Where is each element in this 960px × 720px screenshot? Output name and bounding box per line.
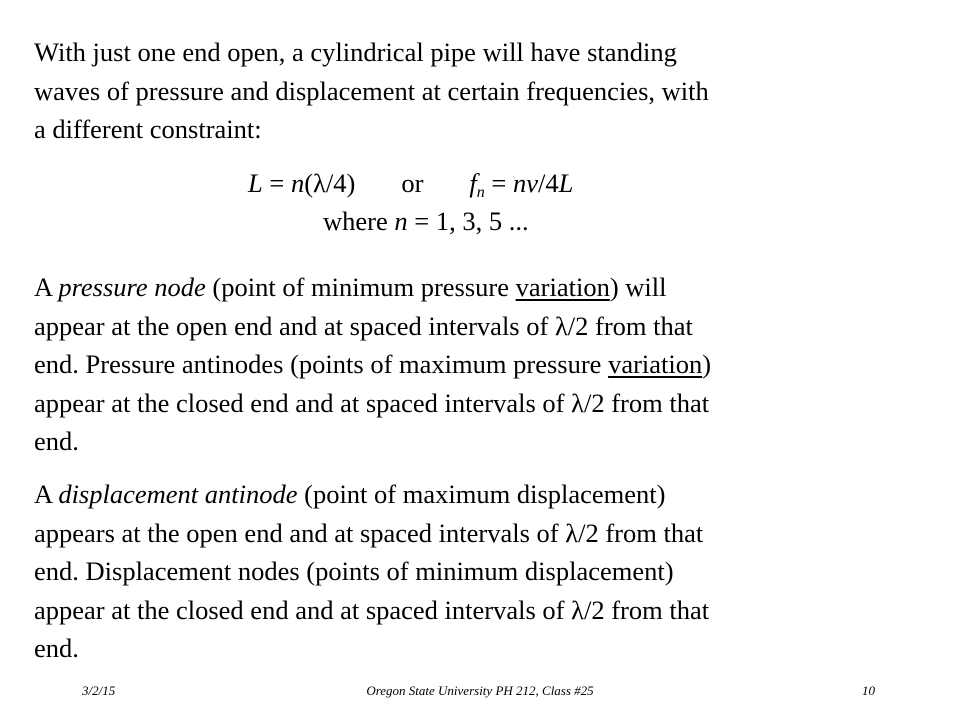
text-run: ) bbox=[702, 349, 712, 379]
eq-div: /4 bbox=[538, 168, 559, 198]
text-run: ) will bbox=[609, 272, 667, 302]
footer-course: Oregon State University PH 212, Class #25 bbox=[366, 683, 594, 698]
text-line: appear at the open end and at spaced intervals of λ/2 from that bbox=[34, 310, 693, 341]
paragraph-intro bbox=[34, 33, 914, 149]
eq-equals: = bbox=[262, 168, 291, 198]
text-line: appear at the closed end and at spaced intervals of λ/2 from that bbox=[34, 387, 710, 418]
text-line: end. bbox=[34, 633, 79, 663]
text-line: appear at the closed end and at spaced intervals of λ/2 from that bbox=[34, 594, 710, 625]
text-line: end. Displacement nodes (points of minimum displacement) bbox=[34, 556, 674, 586]
text-line: end. bbox=[34, 426, 79, 456]
footer-date: 3/2/15 bbox=[82, 683, 116, 698]
underlined-variation: variation bbox=[515, 272, 610, 302]
eq-where: where bbox=[323, 206, 395, 236]
equation-resonance bbox=[248, 168, 573, 202]
text-line: waves of pressure and displacement at certain frequencies, with bbox=[34, 75, 709, 106]
text-run: (point of minimum pressure bbox=[205, 272, 516, 302]
term-pressure-node: pressure node bbox=[58, 272, 206, 302]
eq-var-n: n bbox=[394, 206, 408, 236]
eq-var-n: n bbox=[290, 168, 305, 198]
eq-values: = 1, 3, 5 ... bbox=[407, 206, 529, 236]
eq-equals: = bbox=[484, 168, 513, 198]
paragraph-displacement bbox=[34, 475, 914, 668]
paragraph-pressure bbox=[34, 268, 914, 461]
text-line bbox=[34, 268, 914, 307]
eq-sub-n: n bbox=[476, 184, 485, 201]
text-line: With just one end open, a cylindrical pipe will have standing bbox=[34, 37, 677, 67]
equation-where bbox=[323, 206, 529, 237]
eq-var-L2: L bbox=[558, 168, 574, 198]
text-run: end. Pressure antinodes (points of maximum pressure bbox=[34, 349, 609, 379]
text-run: (point of maximum displacement) bbox=[297, 479, 666, 509]
eq-var-nv: nv bbox=[512, 168, 538, 198]
eq-var-f: f bbox=[469, 168, 477, 198]
term-displacement-antinode: displacement antinode bbox=[58, 479, 298, 509]
eq-var-L: L bbox=[248, 168, 263, 198]
eq-paren: ( bbox=[304, 168, 314, 198]
text-run: A bbox=[34, 272, 59, 302]
text-line bbox=[34, 345, 914, 384]
eq-or: or bbox=[401, 168, 424, 198]
footer-page-number: 10 bbox=[862, 683, 875, 698]
text-line: a different constraint: bbox=[34, 114, 262, 144]
text-line bbox=[34, 475, 914, 514]
text-run: A bbox=[34, 479, 59, 509]
eq-lambda-frac: λ/4) bbox=[313, 168, 356, 198]
underlined-variation: variation bbox=[608, 349, 703, 379]
text-line: appears at the open end and at spaced intervals of λ/2 from that bbox=[34, 517, 704, 548]
